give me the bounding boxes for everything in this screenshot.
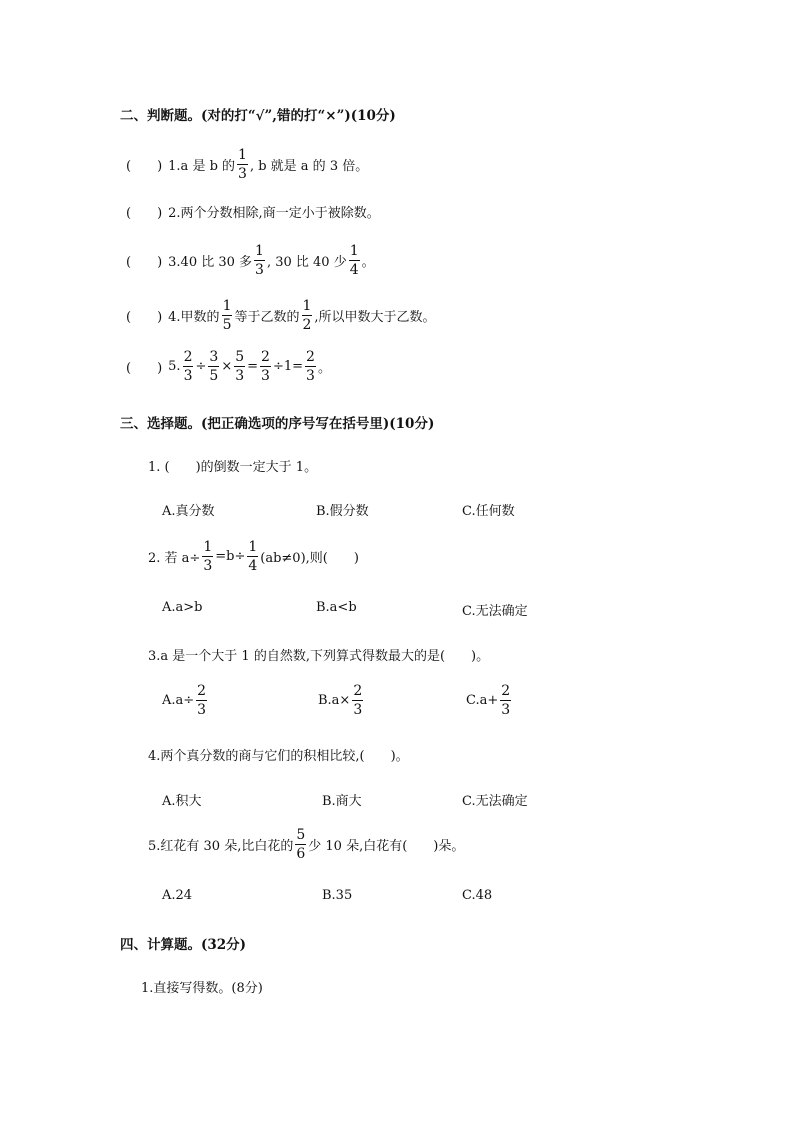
answer-bracket[interactable]: ( ) bbox=[126, 310, 163, 325]
option-text: C.a+ bbox=[466, 693, 499, 708]
item-text: 。 bbox=[317, 361, 331, 376]
choice-q2 bbox=[148, 540, 359, 573]
fraction: $\frac{5}{3}$ bbox=[235, 349, 245, 384]
fraction: $\frac{2}{3}$ bbox=[353, 683, 363, 718]
q1-option-c[interactable]: C.任何数 bbox=[462, 504, 515, 519]
q4-option-c[interactable]: C.无法确定 bbox=[462, 794, 528, 809]
item-text: 2.两个分数相除,商一定小于被除数。 bbox=[168, 206, 380, 221]
fraction: $\frac{2}{3}$ bbox=[197, 683, 207, 718]
option-text: A.a÷ bbox=[162, 693, 195, 708]
judge-item-2 bbox=[126, 202, 380, 221]
q3-option-b[interactable] bbox=[318, 684, 365, 717]
q2-text: 2. 若 a÷ bbox=[148, 551, 201, 566]
q1-option-a[interactable]: A.真分数 bbox=[162, 504, 215, 519]
answer-bracket[interactable]: ( ) bbox=[126, 159, 163, 174]
item-text: 1.a 是 b 的 bbox=[168, 159, 236, 174]
judge-item-1 bbox=[126, 148, 368, 181]
fraction: $\frac{1}{2}$ bbox=[302, 298, 312, 333]
q2-option-a[interactable]: A.a>b bbox=[162, 600, 203, 615]
q5-text: 5.红花有 30 朵,比白花的 bbox=[148, 839, 294, 854]
fraction: $\frac{2}{3}$ bbox=[183, 349, 193, 384]
q3-option-a[interactable] bbox=[162, 684, 209, 717]
choice-q4: 4.两个真分数的商与它们的积相比较,( )。 bbox=[148, 749, 409, 764]
q5-option-b[interactable]: B.35 bbox=[322, 888, 353, 903]
q4-option-b[interactable]: B.商大 bbox=[322, 794, 362, 809]
fraction: $\frac{1}{3}$ bbox=[238, 147, 247, 182]
q2-text: (ab≠0),则( ) bbox=[260, 551, 359, 566]
q1-option-b[interactable]: B.假分数 bbox=[316, 504, 369, 519]
fraction: $\frac{1}{4}$ bbox=[248, 539, 258, 574]
section-4-sub-1: 1.直接写得数。(8分) bbox=[141, 981, 263, 996]
fraction: $\frac{5}{6}$ bbox=[296, 827, 306, 862]
q2-text: =b÷ bbox=[215, 549, 246, 564]
section-4-title: 四、计算题。(32分) bbox=[120, 937, 247, 953]
answer-bracket[interactable]: ( ) bbox=[126, 255, 163, 270]
fraction: $\frac{2}{3}$ bbox=[261, 349, 270, 384]
item-text: 。 bbox=[361, 255, 375, 270]
fraction: $\frac{2}{3}$ bbox=[306, 349, 315, 384]
fraction: $\frac{1}{3}$ bbox=[203, 539, 213, 574]
fraction: $\frac{3}{5}$ bbox=[209, 349, 219, 384]
option-text: B.a× bbox=[318, 693, 351, 708]
fraction: $\frac{2}{3}$ bbox=[501, 683, 511, 718]
item-text: 5. bbox=[168, 359, 181, 374]
item-text: ,所以甲数大于乙数。 bbox=[314, 310, 436, 325]
choice-q5 bbox=[148, 828, 464, 861]
fraction: $\frac{1}{3}$ bbox=[255, 243, 264, 278]
q5-option-a[interactable]: A.24 bbox=[162, 888, 193, 903]
q2-option-c[interactable]: C.无法确定 bbox=[462, 604, 528, 619]
section-3-title: 三、选择题。(把正确选项的序号写在括号里)(10分) bbox=[120, 416, 435, 432]
q5-text: 少 10 朵,白花有( )朵。 bbox=[308, 839, 465, 854]
item-text: 3.40 比 30 多 bbox=[168, 255, 253, 270]
item-text: ÷1= bbox=[272, 359, 304, 374]
judge-item-4 bbox=[126, 299, 436, 332]
item-text: ÷ bbox=[195, 359, 207, 374]
q4-option-a[interactable]: A.积大 bbox=[162, 794, 202, 809]
item-text: 4.甲数的 bbox=[168, 310, 220, 325]
fraction: $\frac{1}{5}$ bbox=[222, 298, 232, 333]
item-text: , 30 比 40 少 bbox=[266, 255, 347, 270]
choice-q1: 1. ( )的倒数一定大于 1。 bbox=[148, 460, 318, 475]
judge-item-5 bbox=[126, 350, 331, 383]
answer-bracket[interactable]: ( ) bbox=[126, 206, 163, 221]
answer-bracket[interactable]: ( ) bbox=[126, 361, 163, 376]
item-text: , b 就是 a 的 3 倍。 bbox=[249, 159, 369, 174]
fraction: $\frac{1}{4}$ bbox=[349, 243, 359, 278]
q5-option-c[interactable]: C.48 bbox=[462, 888, 493, 903]
item-text: = bbox=[247, 359, 259, 374]
q3-option-c[interactable] bbox=[466, 684, 513, 717]
choice-q3: 3.a 是一个大于 1 的自然数,下列算式得数最大的是( )。 bbox=[148, 649, 490, 664]
item-text: × bbox=[221, 359, 233, 374]
q2-option-b[interactable]: B.a<b bbox=[316, 600, 357, 615]
item-text: 等于乙数的 bbox=[234, 310, 300, 325]
judge-item-3 bbox=[126, 244, 375, 277]
section-2-title: 二、判断题。(对的打“√”,错的打“×”)(10分) bbox=[120, 108, 396, 124]
